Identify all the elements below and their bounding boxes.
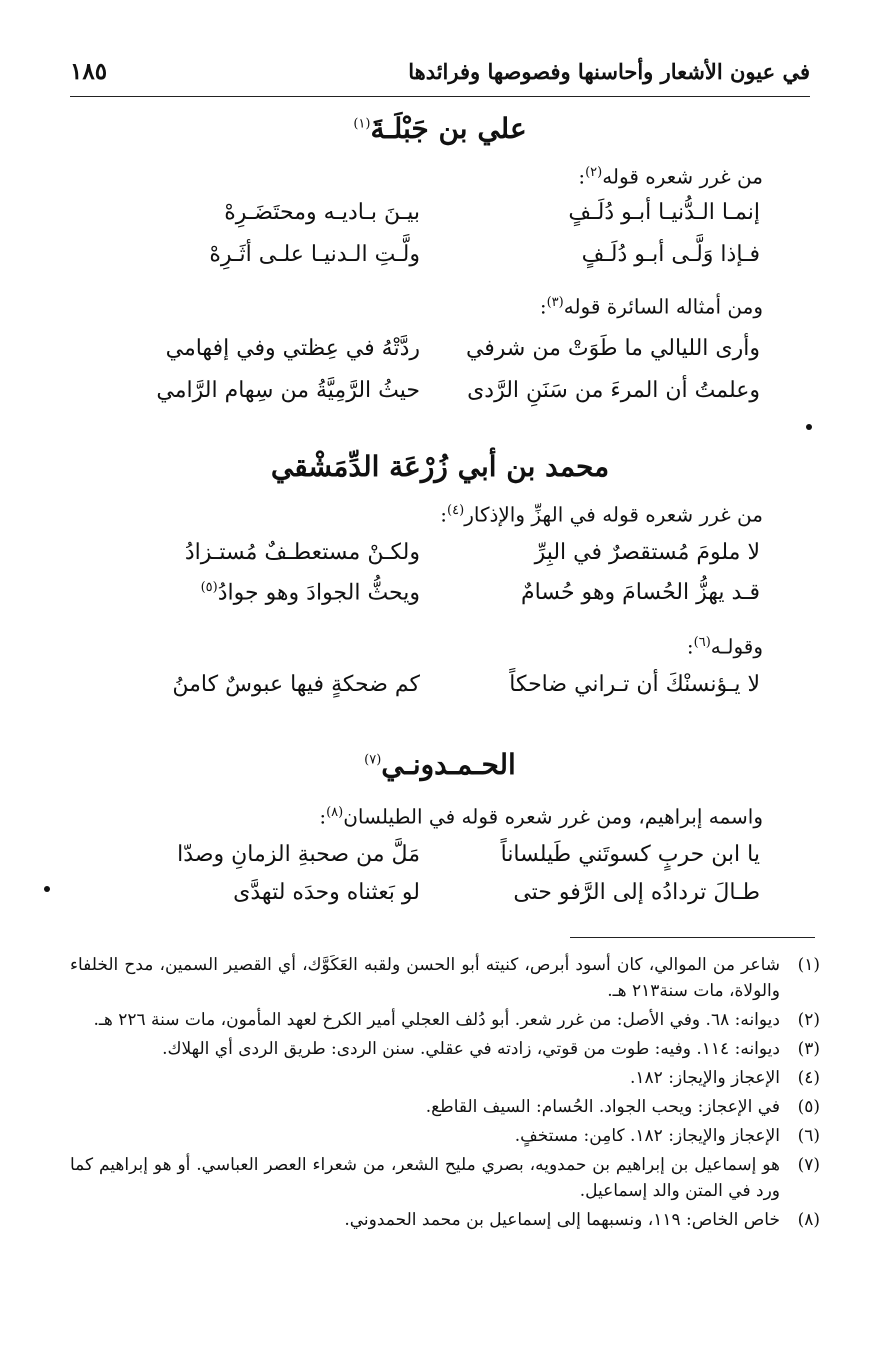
running-title: في عيون الأشعار وأحاسنها وفصوصها وفرائدها: [408, 59, 810, 84]
verse-second-hemistich: بيـنَ بـاديـه ومحتَضَـرِهْ: [224, 200, 420, 225]
footnote-text: هو إسماعيل بن إبراهيم بن حمدويه، بصري مليح الشعر، من شعراء العصر العباسي. أو هو إبراهيم كما ورد في المتن والد إسماعيل.: [70, 1155, 780, 1201]
verse-second-hemistich: حيثُ الرَّمِيَّةُ من سِهام الرَّامي: [156, 378, 420, 403]
footnote-ref: (٦): [693, 635, 711, 650]
footnote: [70, 1207, 820, 1233]
section-heading-al-hamdouni: [70, 748, 810, 781]
footnote-number: (٧): [797, 1155, 820, 1175]
running-header: [70, 58, 810, 85]
footnote-ref: (٤): [447, 503, 465, 518]
verse-first-hemistich: يا ابن حربٍ كسوتَني طَيلساناً: [500, 842, 760, 867]
verse-line: [120, 672, 760, 706]
verse-line: [120, 842, 760, 876]
heading-text: محمد بن أبي زُرْعَة الدِّمَشْقي: [270, 450, 610, 483]
footnote: [70, 1065, 820, 1091]
verse-first-hemistich: قـد يهزُّ الحُسامَ وهو حُسامٌ: [521, 580, 760, 606]
margin-dot: [806, 424, 812, 430]
verse-second-hemistich: مَلَّ من صحبةِ الزمانِ وصدّا: [177, 842, 420, 867]
verse-line: [120, 580, 760, 614]
verse-line: [120, 336, 760, 370]
footnote-ref: (٥): [200, 580, 218, 595]
verse-line: [120, 880, 760, 914]
verse-first-hemistich: لا ملومَ مُستقصرٌ في البِرِّ: [534, 540, 760, 565]
footnote-text: الإعجاز والإيجاز: ١٨٢. كامِن: مستخفٍ.: [514, 1126, 780, 1146]
verse-line: [120, 378, 760, 412]
footnote-ref: (٧): [364, 752, 382, 768]
heading-text: الحـمـدونـي: [381, 748, 516, 781]
footnote-text: الإعجاز والإيجاز: ١٨٢.: [630, 1068, 780, 1088]
footnotes: [70, 952, 820, 1236]
footnote-text: ديوانه: ١١٤. وفيه: طوت من قوتي، زادته في عقلي. سنن الردى: طريق الردى أي الهلاك.: [162, 1039, 780, 1059]
verse-second-hemistich: ويحثُّ الجوادَ وهو جوادُ$^{(٥)}$: [200, 580, 420, 606]
footnote-text: خاص الخاص: ١١٩، ونسبهما إلى إسماعيل بن محمد الحمدوني.: [344, 1210, 780, 1230]
footnote-number: (٢): [797, 1010, 820, 1030]
footnote: [70, 1094, 820, 1120]
verse-first-hemistich: إنمـا الـدُّنيـا أبـو دُلَـفٍ: [568, 200, 760, 225]
footnote-ref: (٣): [546, 295, 564, 310]
section-intro: من غرر شعره قوله في الهزِّ والإذكار$^{(٤)}$:: [440, 502, 763, 527]
verse-line: [120, 242, 760, 276]
verse-second-hemistich: ولكـنْ مستعطـفٌ مُستـزادُ: [184, 540, 420, 565]
verse-first-hemistich: فـإذا وَلَّـى أبـو دُلَـفٍ: [581, 242, 760, 267]
page-number: ١٨٥: [70, 58, 108, 85]
margin-dot: [44, 886, 50, 892]
verse-first-hemistich: طـالَ تردادُه إلى الرَّفو حتى: [513, 880, 760, 905]
verse-second-hemistich: ولَّـتِ الـدنيـا علـى أثَـرِهْ: [209, 242, 420, 267]
verse-second-hemistich: كم ضحكةٍ فيها عبوسٌ كامنُ: [172, 672, 420, 697]
footnote: [70, 1152, 820, 1204]
section-intro: وقولـه$^{(٦)}$:: [686, 634, 763, 659]
section-heading-ali-ibn-jabala: [70, 112, 810, 145]
footnote: [70, 1123, 820, 1149]
section-heading-muhammad-ibn-abi-zura: [70, 450, 810, 483]
footnote-ref: (٢): [585, 165, 603, 180]
footnote: [70, 1036, 820, 1062]
section-intro: من غرر شعره قوله$^{(٢)}$:: [578, 164, 763, 189]
verse-second-hemistich: ردَّتْهُ في عِظتي وفي إفهامي: [165, 336, 420, 361]
footnote: [70, 952, 820, 1004]
section-intro: واسمه إبراهيم، ومن غرر شعره قوله في الطيلسان$^{(٨)}$:: [319, 804, 763, 829]
header-rule: [70, 96, 810, 97]
verse-line: [120, 540, 760, 574]
footnote-ref: (١): [353, 116, 371, 132]
footnote: [70, 1007, 820, 1033]
footnote-text: ديوانه: ٦٨. وفي الأصل: من غرر شعر. أبو دُلف العجلي أمير الكرخ لعهد المأمون، مات سنة ٢٢٦ هـ.: [93, 1010, 780, 1030]
verse-first-hemistich: وأرى الليالي ما طَوَتْ من شرفي: [465, 336, 760, 361]
footnote-ref: (٨): [326, 805, 344, 820]
footnote-number: (٨): [797, 1210, 820, 1230]
footnote-text: شاعر من الموالي، كان أسود أبرص، كنيته أبو الحسن ولقبه العَكَوَّك، أي القصير السمين، مدح الخلفاء والولاة، مات سنة٢١٣ هـ.: [70, 955, 780, 1001]
heading-text: علي بن جَبْلَـةَ: [370, 112, 527, 145]
footnote-number: (٣): [797, 1039, 820, 1059]
verse-line: [120, 200, 760, 234]
footnote-text: في الإعجاز: ويحب الجواد. الحُسام: السيف القاطع.: [425, 1097, 780, 1117]
verse-second-hemistich: لو بَعثناه وحدَه لتهدَّى: [233, 880, 420, 905]
footnote-number: (٦): [797, 1126, 820, 1146]
verse-first-hemistich: وعلمتُ أن المرءَ من سَنَنِ الرَّدى: [467, 378, 760, 403]
section-intro: ومن أمثاله السائرة قوله$^{(٣)}$:: [539, 294, 763, 319]
footnote-rule: [570, 937, 815, 938]
footnote-number: (٤): [797, 1068, 820, 1088]
footnote-number: (١): [797, 955, 820, 975]
verse-first-hemistich: لا يـؤنسنْكَ أن تـراني ضاحكاً: [509, 672, 760, 697]
footnote-number: (٥): [797, 1097, 820, 1117]
